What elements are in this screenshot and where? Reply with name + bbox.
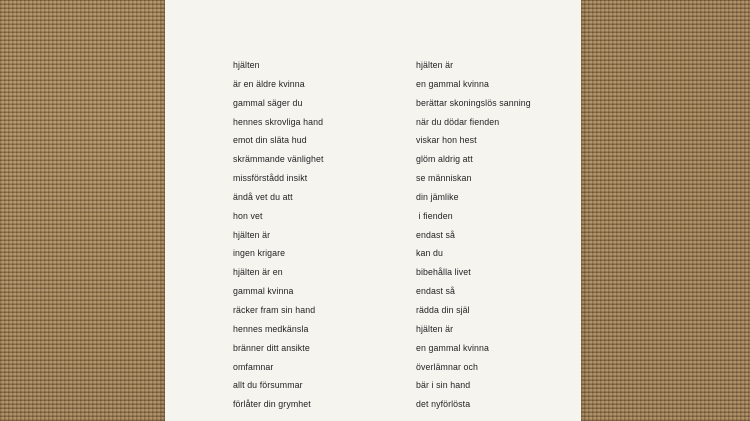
poem-line: ingen krigare <box>233 248 286 259</box>
poem-line: din jämlike <box>416 191 459 202</box>
poem-line: emot din släta hud <box>233 135 307 146</box>
poem-line: hon vet <box>233 210 263 221</box>
paper-sheet <box>165 0 581 421</box>
poem-line: endast så <box>416 286 456 297</box>
poem-line: hjälten är <box>233 229 271 240</box>
poem-line: gammal säger du <box>233 97 303 108</box>
poem-line: det nyförlösta <box>416 399 471 410</box>
poem-line: hjälten är <box>416 60 454 70</box>
poem-line: överlämnar och <box>416 361 479 372</box>
poem-right-column <box>416 56 531 414</box>
poem-line: bär i sin hand <box>416 380 471 391</box>
poem-line: bibehålla livet <box>416 267 471 278</box>
poem-line: berättar skoningslös sanning <box>416 97 531 108</box>
poem-line: rädda din själ <box>416 304 470 315</box>
poem-line: hjälten är en <box>233 267 283 278</box>
poem-line: räcker fram sin hand <box>233 304 316 315</box>
poem-line: en gammal kvinna <box>416 342 489 353</box>
poem-line: förlåter din grymhet <box>233 399 311 410</box>
poem-line: hennes medkänsla <box>233 323 309 334</box>
poem-line: gammal kvinna <box>233 286 294 297</box>
paper-edge <box>165 415 581 421</box>
poem-line: är en äldre kvinna <box>233 78 305 89</box>
poem-line: missförstådd insikt <box>233 173 308 184</box>
poem-line: kan du <box>416 248 444 259</box>
poem-line: omfamnar <box>233 361 274 372</box>
poem-left-column <box>233 56 324 414</box>
poem-line: se människan <box>416 173 472 184</box>
poem-line: viskar hon hest <box>416 135 477 146</box>
poem-line: endast så <box>416 229 456 240</box>
poem-line: en gammal kvinna <box>416 78 489 89</box>
poem-line: ändå vet du att <box>233 191 293 202</box>
poem-line: glöm aldrig att <box>416 154 473 165</box>
poem-line: hjälten <box>233 60 260 70</box>
poem-line: hennes skrovliga hand <box>233 116 324 127</box>
poem-line: skrämmande vänlighet <box>233 154 324 165</box>
poem-line: allt du försummar <box>233 380 303 391</box>
poem-line: bränner ditt ansikte <box>233 342 310 353</box>
poem-line: när du dödar fienden <box>416 116 500 127</box>
poem-line: i fienden <box>416 210 453 221</box>
poem-line: hjälten är <box>416 323 454 334</box>
